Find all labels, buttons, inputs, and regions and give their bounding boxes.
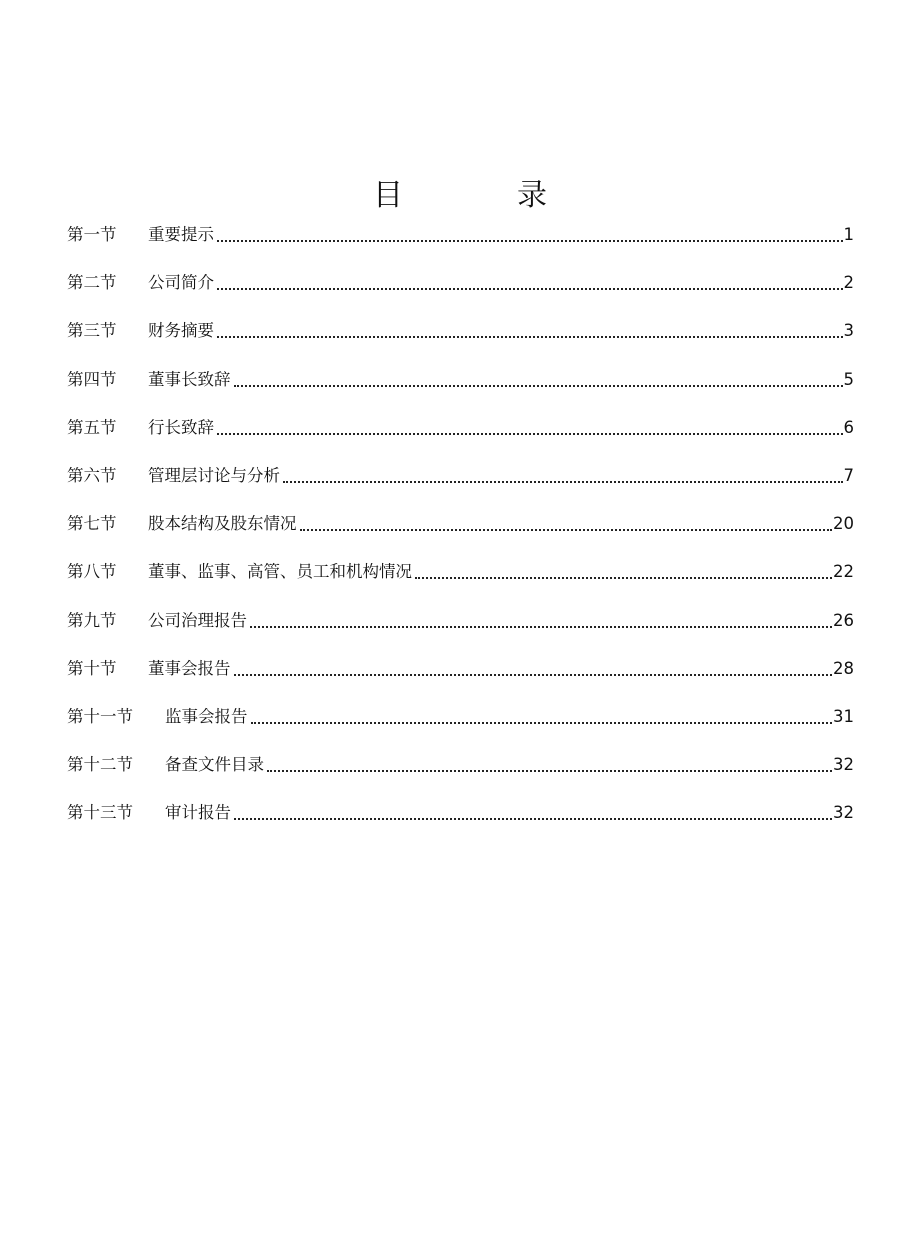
section-number: 第三节 bbox=[67, 321, 117, 341]
dot-leader bbox=[248, 608, 833, 634]
dot-leader bbox=[232, 800, 833, 826]
dot-leader bbox=[249, 704, 834, 730]
section-number: 第九节 bbox=[67, 610, 117, 630]
section-title[interactable]: 董事长致辞 bbox=[148, 369, 231, 389]
section-title[interactable]: 公司治理报告 bbox=[148, 610, 247, 630]
section-number: 第十三节 bbox=[67, 803, 133, 823]
page-number[interactable]: 2 bbox=[843, 273, 854, 293]
page-number[interactable]: 20 bbox=[833, 514, 854, 534]
table-of-contents bbox=[67, 222, 854, 848]
toc-entry[interactable] bbox=[67, 800, 854, 848]
page-number[interactable]: 32 bbox=[833, 755, 854, 775]
toc-title: 目 录 bbox=[373, 178, 589, 214]
page-number[interactable]: 5 bbox=[843, 369, 854, 389]
section-title[interactable]: 行长致辞 bbox=[148, 417, 214, 437]
dot-leader bbox=[265, 752, 833, 778]
section-title[interactable]: 公司简介 bbox=[148, 273, 214, 293]
section-number: 第二节 bbox=[67, 273, 117, 293]
section-title[interactable]: 重要提示 bbox=[148, 225, 214, 244]
toc-entry[interactable] bbox=[67, 511, 854, 559]
toc-entry[interactable] bbox=[67, 270, 854, 318]
section-title[interactable]: 管理层讨论与分析 bbox=[148, 465, 280, 485]
dot-leader bbox=[215, 270, 844, 296]
page-number[interactable]: 31 bbox=[833, 706, 854, 726]
section-title[interactable]: 董事会报告 bbox=[148, 658, 231, 678]
section-number: 第七节 bbox=[67, 514, 117, 534]
section-number: 第五节 bbox=[67, 417, 117, 437]
toc-entry[interactable] bbox=[67, 656, 854, 704]
section-number: 第十节 bbox=[67, 658, 117, 678]
page-number[interactable]: 6 bbox=[843, 417, 854, 437]
toc-entry[interactable] bbox=[67, 415, 854, 463]
dot-leader bbox=[215, 415, 844, 441]
dot-leader bbox=[413, 559, 833, 585]
page-number[interactable]: 22 bbox=[833, 562, 854, 582]
toc-entry[interactable] bbox=[67, 463, 854, 511]
page-number[interactable]: 7 bbox=[843, 465, 854, 485]
section-number: 第六节 bbox=[67, 465, 117, 485]
page-number[interactable]: 3 bbox=[843, 321, 854, 341]
page-number[interactable]: 26 bbox=[833, 610, 854, 630]
section-title[interactable]: 备查文件目录 bbox=[165, 755, 264, 775]
section-title[interactable]: 董事、监事、高管、员工和机构情况 bbox=[148, 562, 412, 582]
toc-entry[interactable] bbox=[67, 318, 854, 366]
section-title[interactable]: 监事会报告 bbox=[165, 706, 248, 726]
toc-entry[interactable] bbox=[67, 222, 854, 270]
section-title[interactable]: 股本结构及股东情况 bbox=[148, 514, 297, 534]
section-number: 第四节 bbox=[67, 369, 117, 389]
toc-entry[interactable] bbox=[67, 704, 854, 752]
section-number: 第十一节 bbox=[67, 706, 133, 726]
section-title[interactable]: 审计报告 bbox=[165, 803, 231, 823]
toc-entry[interactable] bbox=[67, 608, 854, 656]
toc-entry[interactable] bbox=[67, 367, 854, 415]
dot-leader bbox=[281, 463, 844, 489]
dot-leader bbox=[232, 656, 834, 682]
section-number: 第十二节 bbox=[67, 755, 133, 775]
section-title[interactable]: 财务摘要 bbox=[148, 321, 214, 341]
toc-entry[interactable] bbox=[67, 559, 854, 607]
dot-leader bbox=[232, 367, 844, 393]
section-number: 第八节 bbox=[67, 562, 117, 582]
section-number: 第一节 bbox=[67, 225, 117, 244]
dot-leader bbox=[298, 511, 834, 537]
dot-leader bbox=[215, 318, 844, 344]
page-number[interactable]: 1 bbox=[843, 225, 854, 244]
dot-leader bbox=[215, 222, 844, 248]
page-number[interactable]: 28 bbox=[833, 658, 854, 678]
toc-entry[interactable] bbox=[67, 752, 854, 800]
page-number[interactable]: 32 bbox=[833, 803, 854, 823]
